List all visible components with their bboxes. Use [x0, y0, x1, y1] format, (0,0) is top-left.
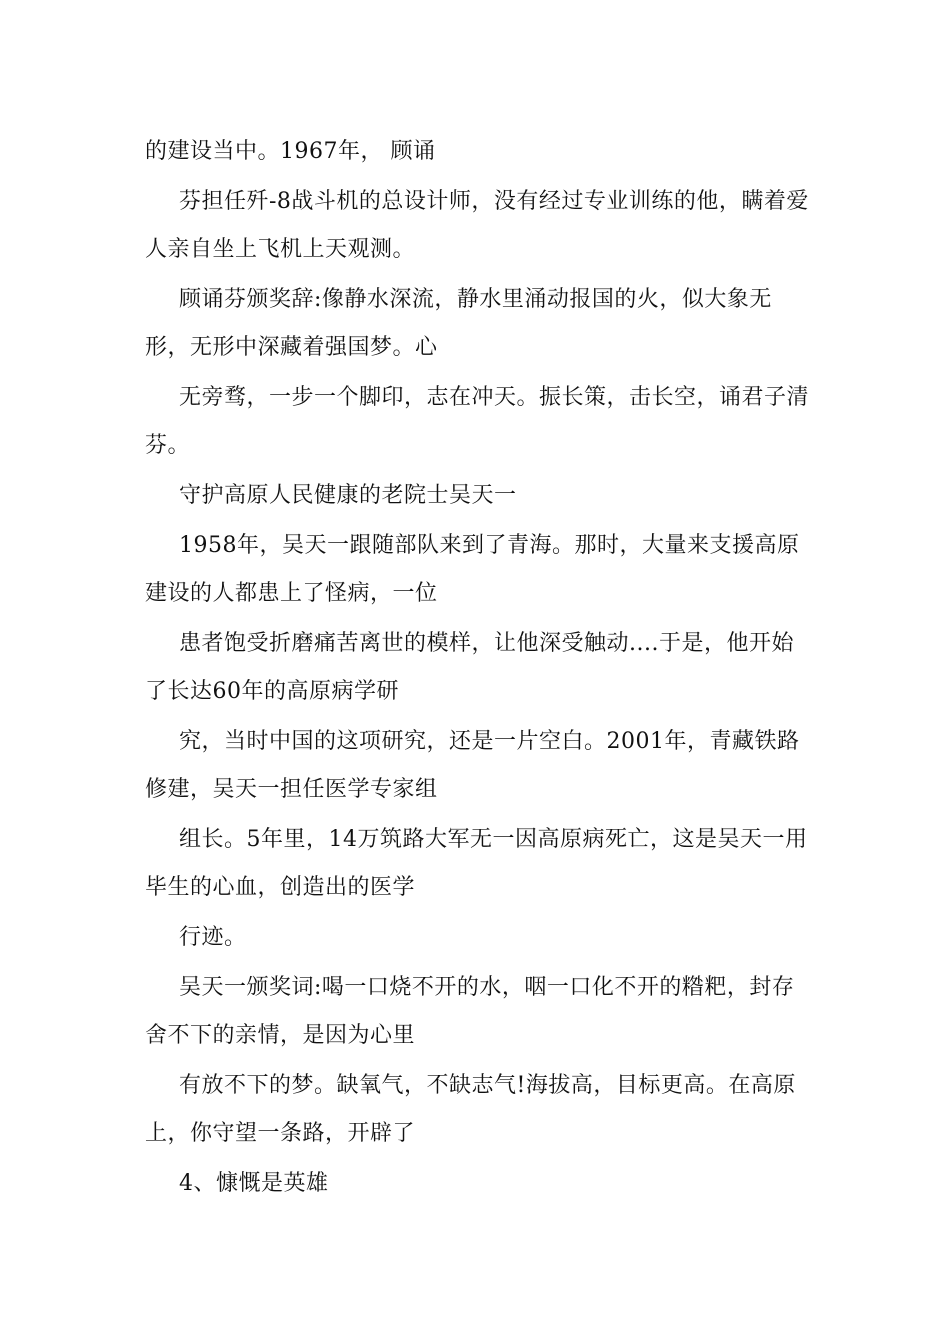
paragraph: 芬担任歼-8战斗机的总设计师，没有经过专业训练的他，瞒着爱人亲自坐上飞机上天观测。 [145, 189, 809, 262]
paragraph: 究，当时中国的这项研究，还是一片空白。2001年，青藏铁路修建，吴天一担任医学专家组 [145, 729, 800, 802]
paragraph: 1958年，吴天一跟随部队来到了青海。那时，大量来支援高原建设的人都患上了怪病，一位 [145, 533, 800, 606]
paragraph: 的建设当中。1967年， 顾诵 [145, 139, 436, 164]
document-body [145, 128, 810, 1210]
paragraph: 组长。5年里，14万筑路大军无一因高原病死亡，这是吴天一用毕生的心血，创造出的医学 [145, 827, 808, 900]
paragraph: 患者饱受折磨痛苦离世的模样，让他深受触动....于是，他开始了长达60年的高原病学研 [145, 631, 794, 704]
section-title: 守护高原人民健康的老院士吴天一 [179, 483, 517, 508]
paragraph: 吴天一颁奖词:喝一口烧不开的水，咽一口化不开的糌粑，封存舍不下的亲情，是因为心里 [145, 975, 795, 1048]
paragraph: 无旁骛，一步一个脚印，志在冲天。振长策，击长空，诵君子清芬。 [145, 385, 810, 458]
section-heading: 4、慷慨是英雄 [179, 1171, 329, 1196]
paragraph: 行迹。 [179, 925, 247, 950]
paragraph: 有放不下的梦。缺氧气，不缺志气!海拔高，目标更高。在高原上，你守望一条路，开辟了 [145, 1073, 796, 1146]
paragraph: 顾诵芬颁奖辞:像静水深流，静水里涌动报国的火，似大象无形，无形中深藏着强国梦。心 [145, 287, 772, 360]
